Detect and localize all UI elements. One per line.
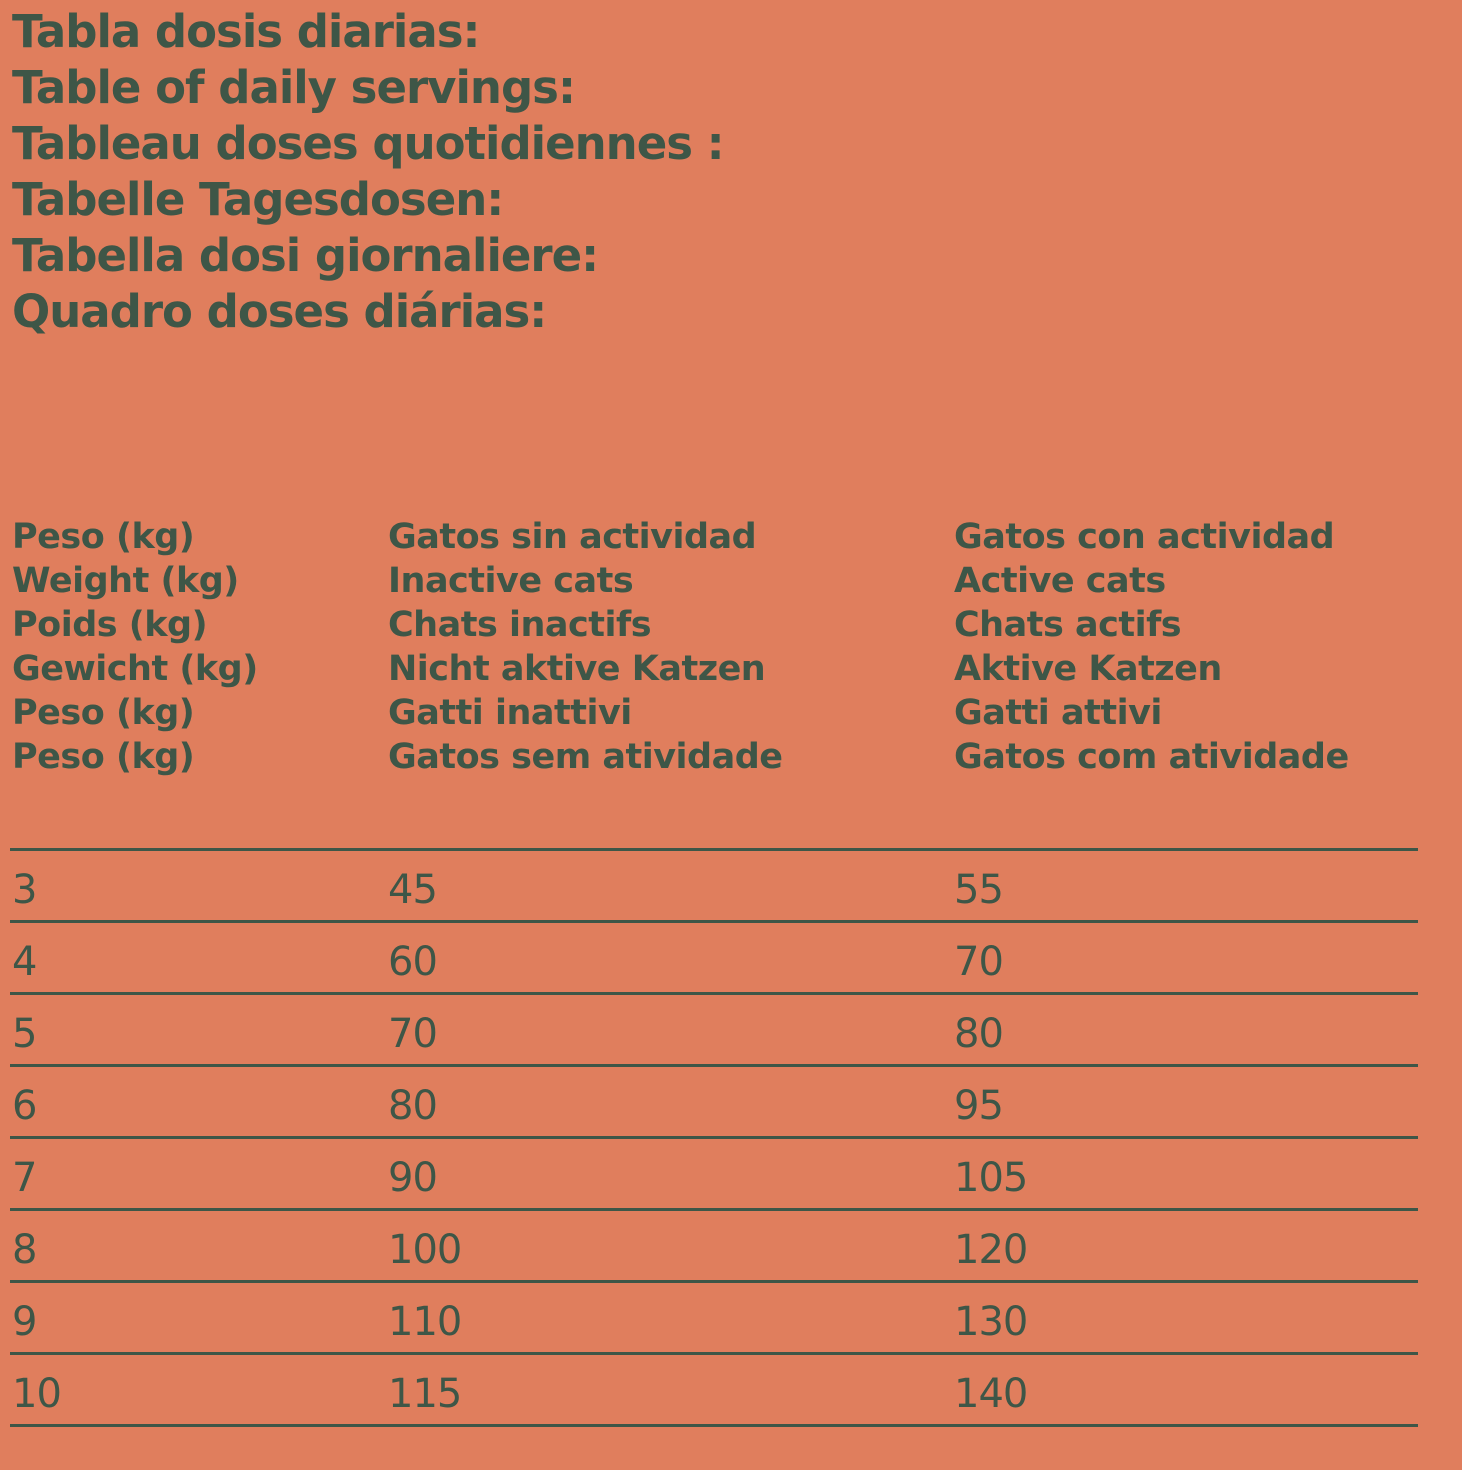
title-en: Table of daily servings: [12,61,575,114]
inactive-serving-cell: 100 [388,1227,462,1273]
header-inactive-fr: Chats inactifs [388,605,652,645]
header-weight-de: Gewicht (kg) [12,649,258,689]
active-serving-cell: 55 [954,867,1003,913]
title-block [12,4,724,340]
table-divider [10,848,1418,851]
active-serving-cell: 95 [954,1083,1003,1129]
header-weight [12,515,258,779]
table-row [0,1358,1462,1430]
table-row [0,1214,1462,1286]
header-inactive-en: Inactive cats [388,561,634,601]
header-inactive-es: Gatos sin actividad [388,517,757,557]
active-serving-cell: 105 [954,1155,1028,1201]
title-de: Tabelle Tagesdosen: [12,173,504,226]
inactive-serving-cell: 110 [388,1299,462,1345]
title-it: Tabella dosi giornaliere: [12,229,599,282]
inactive-serving-cell: 70 [388,1011,437,1057]
table-row [0,1142,1462,1214]
table-row [0,998,1462,1070]
header-inactive-pt: Gatos sem atividade [388,737,783,777]
weight-cell: 6 [12,1083,37,1129]
weight-cell: 5 [12,1011,37,1057]
active-serving-cell: 130 [954,1299,1028,1345]
header-active-pt: Gatos com atividade [954,737,1349,777]
header-active-fr: Chats actifs [954,605,1182,645]
header-active-it: Gatti attivi [954,693,1162,733]
header-inactive-it: Gatti inattivi [388,693,632,733]
header-inactive-de: Nicht aktive Katzen [388,649,766,689]
header-weight-es: Peso (kg) [12,517,195,557]
inactive-serving-cell: 115 [388,1371,462,1417]
weight-cell: 8 [12,1227,37,1273]
weight-cell: 9 [12,1299,37,1345]
header-weight-en: Weight (kg) [12,561,239,601]
active-serving-cell: 80 [954,1011,1003,1057]
weight-cell: 7 [12,1155,37,1201]
header-weight-it: Peso (kg) [12,693,195,733]
weight-cell: 4 [12,939,37,985]
inactive-serving-cell: 90 [388,1155,437,1201]
active-serving-cell: 140 [954,1371,1028,1417]
table-row [0,854,1462,926]
table-row [0,1286,1462,1358]
header-active-de: Aktive Katzen [954,649,1222,689]
table-row [0,926,1462,998]
active-serving-cell: 120 [954,1227,1028,1273]
active-serving-cell: 70 [954,939,1003,985]
inactive-serving-cell: 80 [388,1083,437,1129]
header-weight-pt: Peso (kg) [12,737,195,777]
header-active-en: Active cats [954,561,1166,601]
title-fr: Tableau doses quotidiennes : [12,117,724,170]
title-es: Tabla dosis diarias: [12,5,480,58]
header-active-cats [954,515,1349,779]
table-row [0,1070,1462,1142]
inactive-serving-cell: 60 [388,939,437,985]
header-active-es: Gatos con actividad [954,517,1335,557]
weight-cell: 10 [12,1371,61,1417]
header-inactive-cats [388,515,783,779]
header-weight-fr: Poids (kg) [12,605,208,645]
weight-cell: 3 [12,867,37,913]
title-pt: Quadro doses diárias: [12,285,547,338]
inactive-serving-cell: 45 [388,867,437,913]
